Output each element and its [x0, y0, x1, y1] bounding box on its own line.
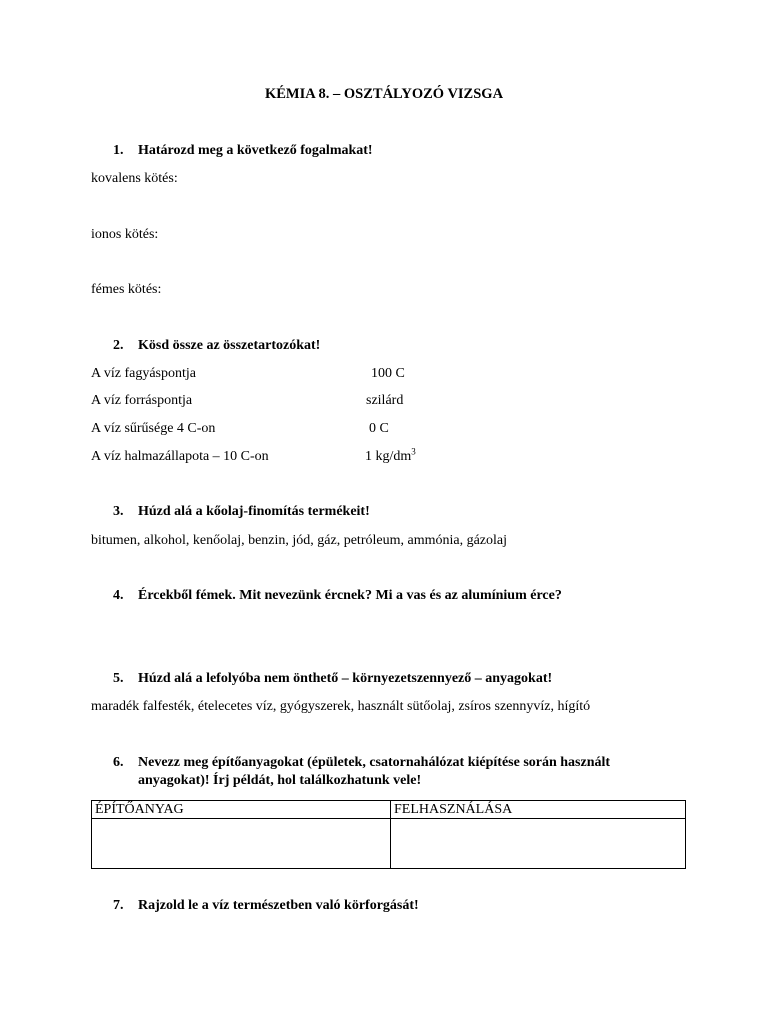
term-femes: fémes kötés: — [91, 282, 162, 297]
table-row — [92, 819, 686, 869]
building-materials-table — [91, 800, 686, 869]
question-1-text: Határozd meg a következő fogalmakat! — [138, 143, 373, 158]
match-left-4: A víz halmazállapota – 10 C-on — [91, 449, 269, 464]
superscript-3: 3 — [411, 446, 416, 457]
question-3-text: Húzd alá a kőolaj-finomítás termékeit! — [138, 504, 370, 519]
match-right-4-text: 1 kg/dm — [365, 449, 412, 464]
question-6-text-line-2: anyagokat)! Írj példát, hol találkozhatunk vele! — [138, 773, 422, 788]
question-7-number: 7. — [113, 898, 124, 913]
question-1-number: 1. — [113, 143, 124, 158]
q5-items: maradék falfesték, ételecetes víz, gyógyszerek, használt sütőolaj, zsíros szennyvíz, hígító — [91, 699, 591, 714]
question-6-number: 6. — [113, 755, 124, 770]
question-2-number: 2. — [113, 338, 124, 353]
term-kovalens: kovalens kötés: — [91, 171, 178, 186]
match-left-3: A víz sűrűsége 4 C-on — [91, 421, 216, 436]
match-right-3: 0 C — [369, 421, 389, 436]
page-title: KÉMIA 8. – OSZTÁLYOZÓ VIZSGA — [264, 86, 504, 102]
match-right-1: 100 C — [371, 366, 405, 381]
question-4-text: Ércekből fémek. Mit nevezünk ércnek? Mi a vas és az alumínium érce? — [138, 588, 562, 603]
header-epitoanyag: ÉPÍTŐANYAG — [92, 801, 391, 819]
question-5-text: Húzd alá a lefolyóba nem önthető – környezetszennyező – anyagokat! — [138, 671, 553, 686]
table-header-row — [92, 801, 686, 819]
match-left-1: A víz fagyáspontja — [91, 366, 196, 381]
q3-items: bitumen, alkohol, kenőolaj, benzin, jód, gáz, petróleum, ammónia, gázolaj — [91, 533, 507, 548]
term-ionos: ionos kötés: — [91, 227, 159, 242]
match-right-2: szilárd — [366, 393, 404, 408]
question-3-number: 3. — [113, 504, 124, 519]
question-7-text: Rajzold le a víz természetben való körforgását! — [138, 898, 419, 913]
header-felhasznalasa: FELHASZNÁLÁSA — [391, 801, 686, 819]
question-2-text: Kösd össze az összetartozókat! — [138, 338, 321, 353]
answer-cell-usage[interactable] — [391, 819, 686, 869]
match-left-2: A víz forráspontja — [91, 393, 193, 408]
question-4-number: 4. — [113, 588, 124, 603]
question-5-number: 5. — [113, 671, 124, 686]
match-right-4 — [365, 448, 416, 466]
question-6-text-line-1: Nevezz meg építőanyagokat (épületek, csatornahálózat kiépítése során használt — [138, 755, 611, 770]
answer-cell-material[interactable] — [92, 819, 391, 869]
